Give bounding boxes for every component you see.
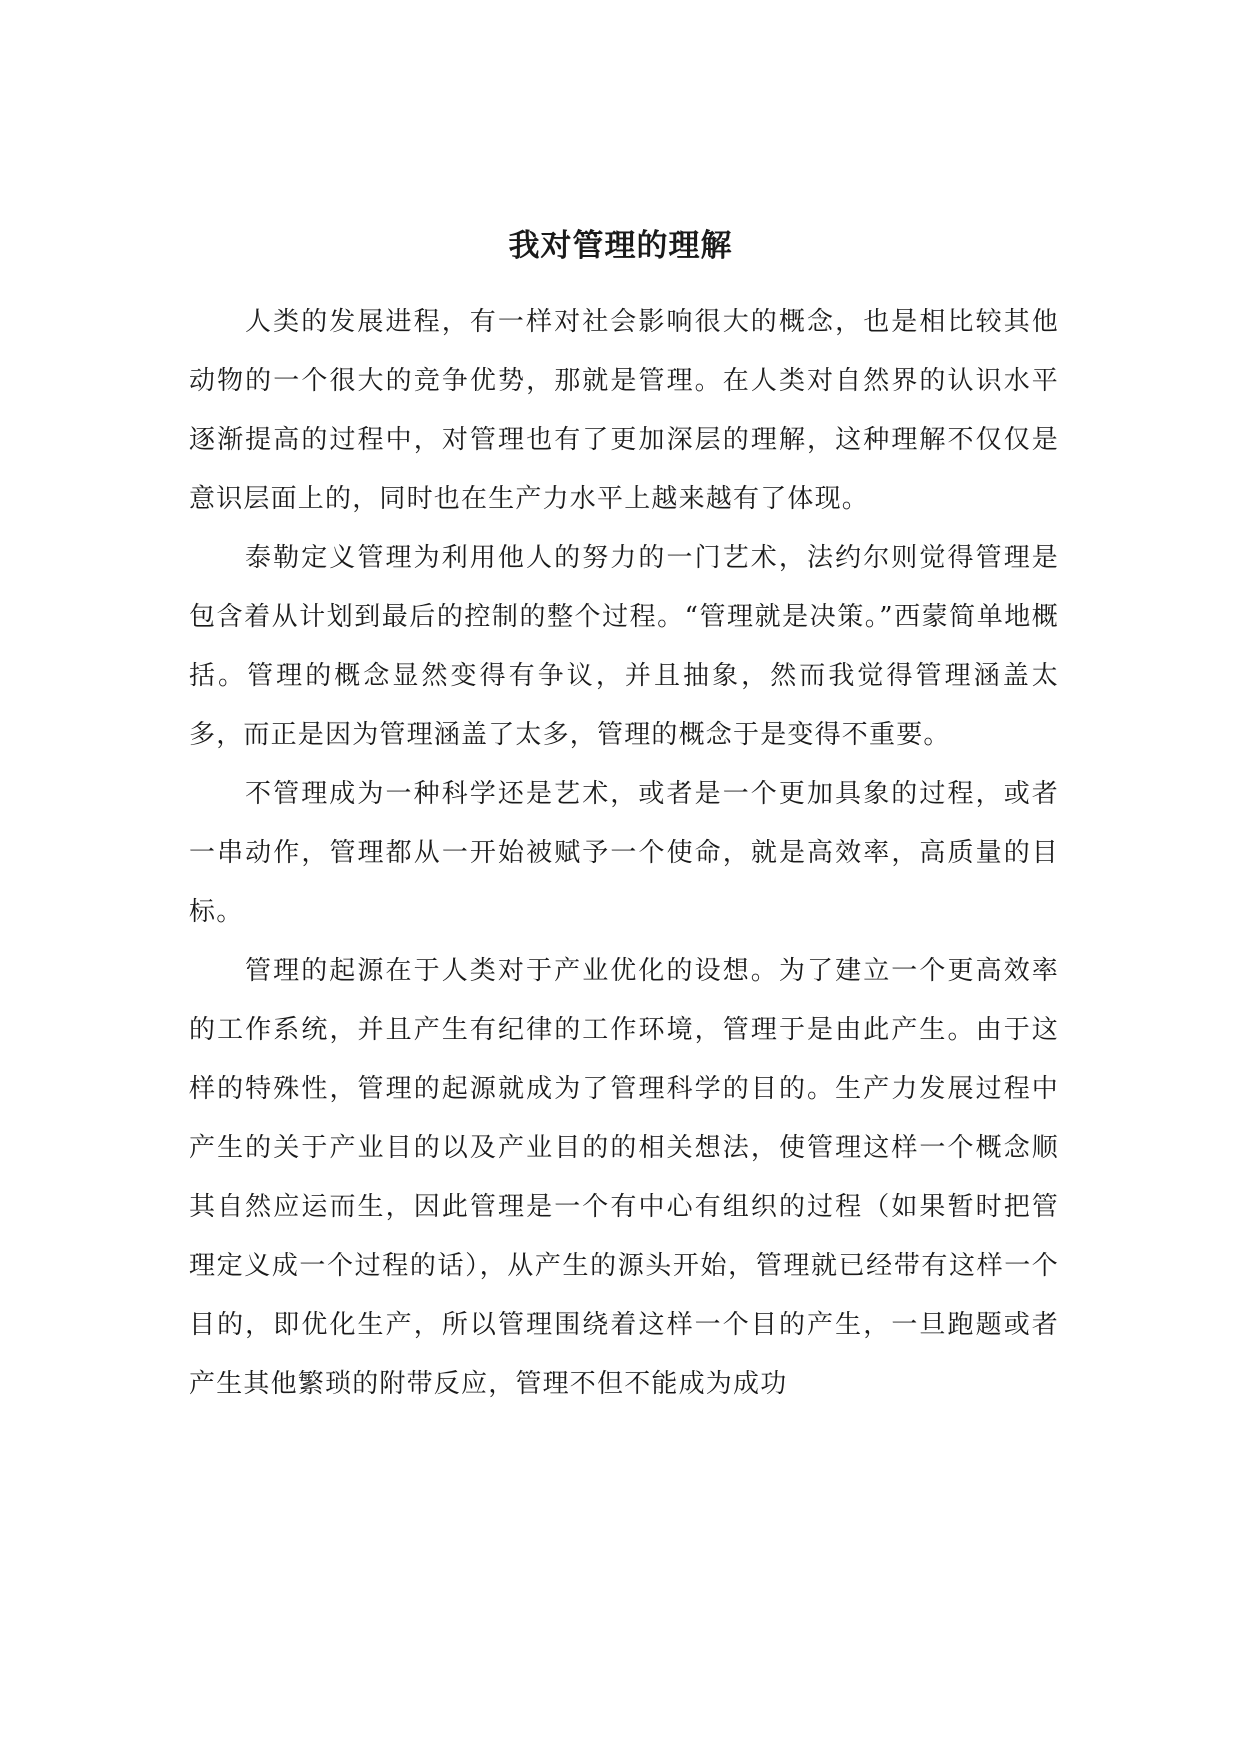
document-title: 我对管理的理解 xyxy=(508,228,733,264)
paragraph-3: 不管理成为一种科学还是艺术，或者是一个更加具象的过程，或者一串动作，管理都从一开始被赋予一个使命，就是高效率，高质量的目标。 xyxy=(189,779,1059,927)
document-body xyxy=(189,293,1059,1414)
paragraph-4: 管理的起源在于人类对于产业优化的设想。为了建立一个更高效率的工作系统，并且产生有纪律的工作环境，管理于是由此产生。由于这样的特殊性，管理的起源就成为了管理科学的目的。生产力发展过程中产生的关于产业目的以及产业目的的相关想法，使管理这样一个概念顺其自然应运而生，因此管理是一个有中心有组织的过程（如果暂时把管理定义成一个过程的话），从产生的源头开始，管理就已经带有这样一个目的，即优化生产，所以管理围绕着这样一个目的产生，一旦跑题或者产生其他繁琐的附带反应，管理不但不能成为成功 xyxy=(189,956,1059,1399)
paragraph-1: 人类的发展进程，有一样对社会影响很大的概念，也是相比较其他动物的一个很大的竞争优势，那就是管理。在人类对自然界的认识水平逐渐提高的过程中，对管理也有了更加深层的理解，这种理解不仅仅是意识层面上的，同时也在生产力水平上越来越有了体现。 xyxy=(189,307,1059,514)
paragraph-2: 泰勒定义管理为利用他人的努力的一门艺术，法约尔则觉得管理是包含着从计划到最后的控制的整个过程。“管理就是决策。”西蒙简单地概括。管理的概念显然变得有争议，并且抽象，然而我觉得管理涵盖太多，而正是因为管理涵盖了太多，管理的概念于是变得不重要。 xyxy=(189,543,1059,750)
